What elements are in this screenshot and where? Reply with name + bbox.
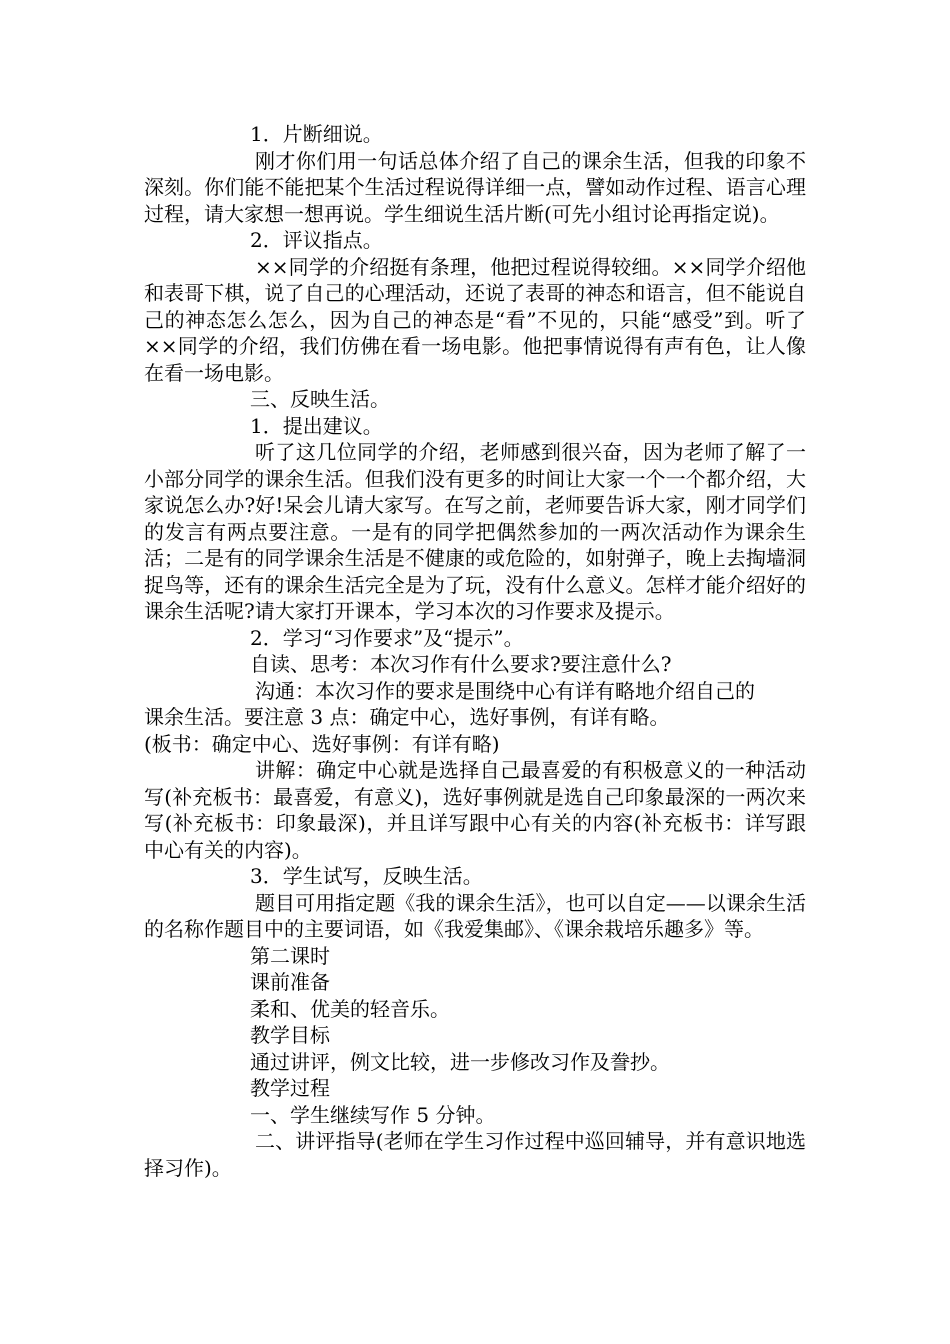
paragraph: 通过讲评，例文比较，进一步修改习作及誊抄。 <box>250 1049 670 1074</box>
paragraph: 自读、思考：本次习作有什么要求?要注意什么? <box>250 652 672 676</box>
document-body <box>144 121 806 1181</box>
paragraph: ××同学的介绍挺有条理，他把过程说得较细。××同学介绍他和表哥下棋，说了自己的心理活动，还说了表哥的神态和语言，但不能说自己的神态怎么怎么，因为自己的神态是“看”不见的，只能“感受”到。听了××同学的介绍，我们仿佛在看一场电影。他把事情说得有声有色，让人像在看一场电影。 <box>144 254 806 385</box>
paragraph: 一、学生继续写作 5 分钟。 <box>250 1102 496 1127</box>
paragraph: 二、讲评指导(老师在学生习作过程中巡回辅导，并有意识地选择习作)。 <box>144 1129 806 1180</box>
paragraph: 听了这几位同学的介绍，老师感到很兴奋，因为老师了解了一小部分同学的课余生活。但我们没有更多的时间让大家一个一个都介绍，大家说怎么办?好!呆会儿请大家写。在写之前，老师要告诉大家，刚才同学们的发言有两点要注意。一是有的同学把偶然参加的一两次活动作为课余生活；二是有的同学课余生活是不健康的或危险的，如射弹子，晚上去掏墙洞捉鸟等，还有的课余生活完全是为了玩，没有什么意义。怎样才能介绍好的课余生活呢?请大家打开课本，学习本次的习作要求及提示。 <box>144 440 806 623</box>
paragraph: 2．学习“习作要求”及“提示”。 <box>250 625 524 650</box>
paragraph: 沟通：本次习作的要求是围绕中心有详有略地介绍自己的 <box>255 678 755 703</box>
paragraph: 3．学生试写，反映生活。 <box>250 864 483 888</box>
section-heading: 课前准备 <box>250 970 330 994</box>
paragraph: 讲解：确定中心就是选择自己最喜爱的有积极意义的一种活动写(补充板书：最喜爱，有意义)，选好事例就是选自己印象最深的一两次来写(补充板书：印象最深)，并且详写跟中心有关的内容(补充板书：详写跟中心有关的内容)。 <box>144 758 806 862</box>
paragraph: 柔和、优美的轻音乐。 <box>250 996 450 1021</box>
paragraph: 1．片断细说。 <box>250 122 383 146</box>
paragraph: 题目可用指定题《我的课余生活》，也可以自定——以课余生活的名称作题目中的主要词语，如《我爱集邮》、《课余栽培乐趣多》等。 <box>144 890 806 941</box>
section-heading: 教学过程 <box>250 1076 330 1100</box>
section-heading: 第二课时 <box>250 943 330 968</box>
section-heading: 教学目标 <box>250 1023 330 1047</box>
paragraph: 2．评议指点。 <box>250 228 383 252</box>
paragraph: 1．提出建议。 <box>250 413 383 438</box>
paragraph: 课余生活。要注意 3 点：确定中心，选好事例，有详有略。 <box>144 705 670 729</box>
paragraph: 刚才你们用一句话总体介绍了自己的课余生活，但我的印象不深刻。你们能不能把某个生活过程说得详细一点，譬如动作过程、语言心理过程，请大家想一想再说。学生细说生活片断(可先小组讨论再指定说)。 <box>144 148 806 226</box>
paragraph: (板书：确定中心、选好事例：有详有略) <box>144 731 500 756</box>
section-heading: 三、反映生活。 <box>250 387 390 411</box>
